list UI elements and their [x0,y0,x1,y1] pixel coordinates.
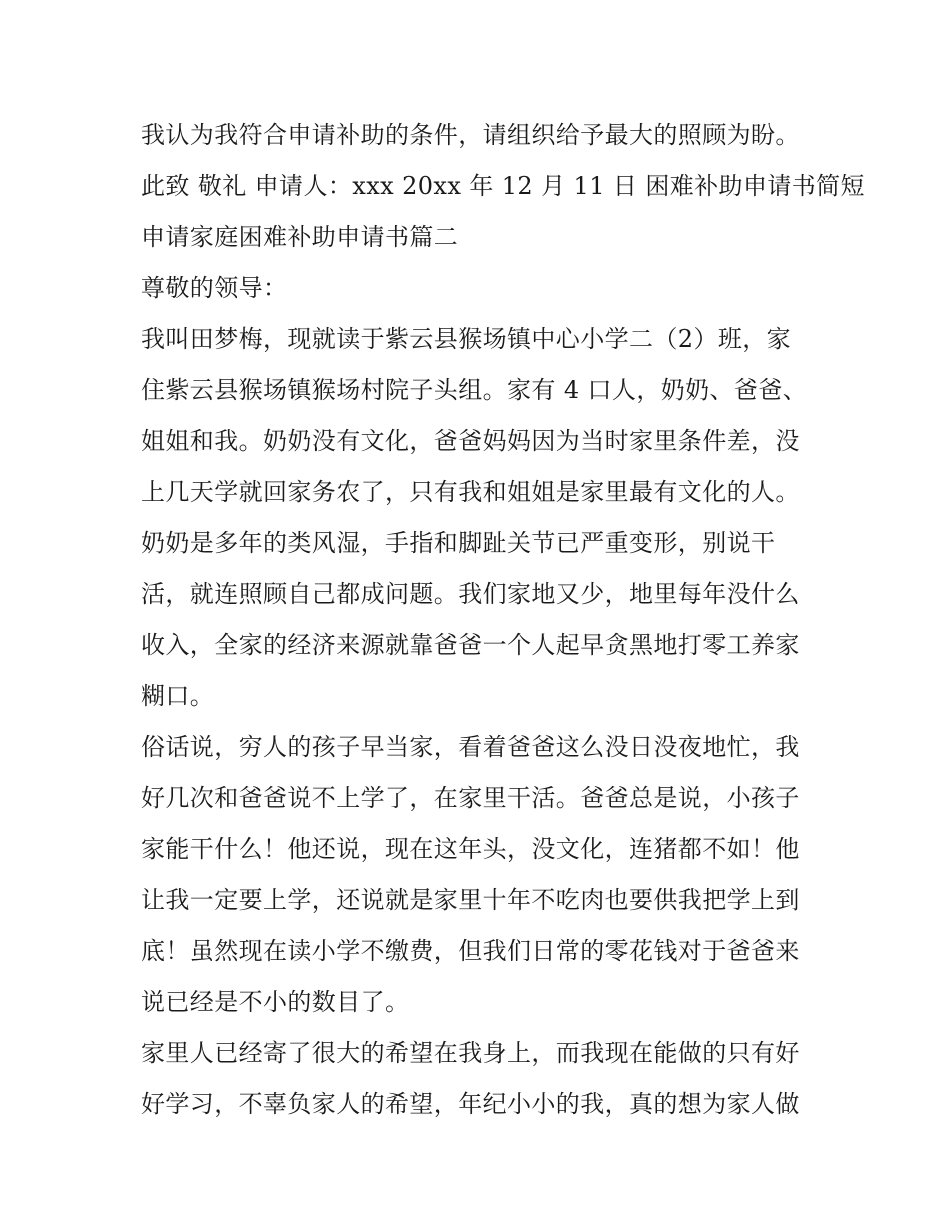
text-line: 底！虽然现在读小学不缴费，但我们日常的零花钱对于爸爸来 [141,937,800,965]
text-line: 上几天学就回家务农了，只有我和姐姐是家里最有文化的人。 [141,478,800,506]
text-line: 住紫云县猴场镇猴场村院子头组。家有 4 口人，奶奶、爸爸、 [141,376,808,404]
text-line: 糊口。 [141,682,215,710]
text-line: 申请家庭困难补助申请书篇二 [141,223,459,251]
text-line: 俗话说，穷人的孩子早当家，看着爸爸这么没日没夜地忙，我 [141,733,800,761]
text-line: 家能干什么！他还说，现在这年头，没文化，连猪都不如！他 [141,835,800,863]
text-line: 说已经是不小的数目了。 [141,988,410,1016]
text-line: 我认为我符合申请补助的条件，请组织给予最大的照顾为盼。 [141,121,800,149]
text-line: 让我一定要上学，还说就是家里十年不吃肉也要供我把学上到 [141,886,800,914]
text-line: 此致 敬礼 申请人：xxx 20xx 年 12 月 11 日 困难补助申请书简短 [141,172,865,200]
text-line: 我叫田梦梅，现就读于紫云县猴场镇中心小学二（2）班，家 [141,325,792,353]
text-line: 收入，全家的经济来源就靠爸爸一个人起早贪黑地打零工养家 [141,631,800,659]
text-line: 活，就连照顾自己都成问题。我们家地又少，地里每年没什么 [141,580,800,608]
text-line: 姐姐和我。奶奶没有文化，爸爸妈妈因为当时家里条件差，没 [141,427,800,455]
text-line: 好学习，不辜负家人的希望，年纪小小的我，真的想为家人做 [141,1090,800,1118]
salutation: 尊敬的领导： [141,274,288,302]
text-line: 奶奶是多年的类风湿，手指和脚趾关节已严重变形，别说干 [141,529,776,557]
text-line: 家里人已经寄了很大的希望在我身上，而我现在能做的只有好 [141,1039,800,1067]
document-body [141,110,865,1130]
text-line: 好几次和爸爸说不上学了，在家里干活。爸爸总是说，小孩子 [141,784,800,812]
